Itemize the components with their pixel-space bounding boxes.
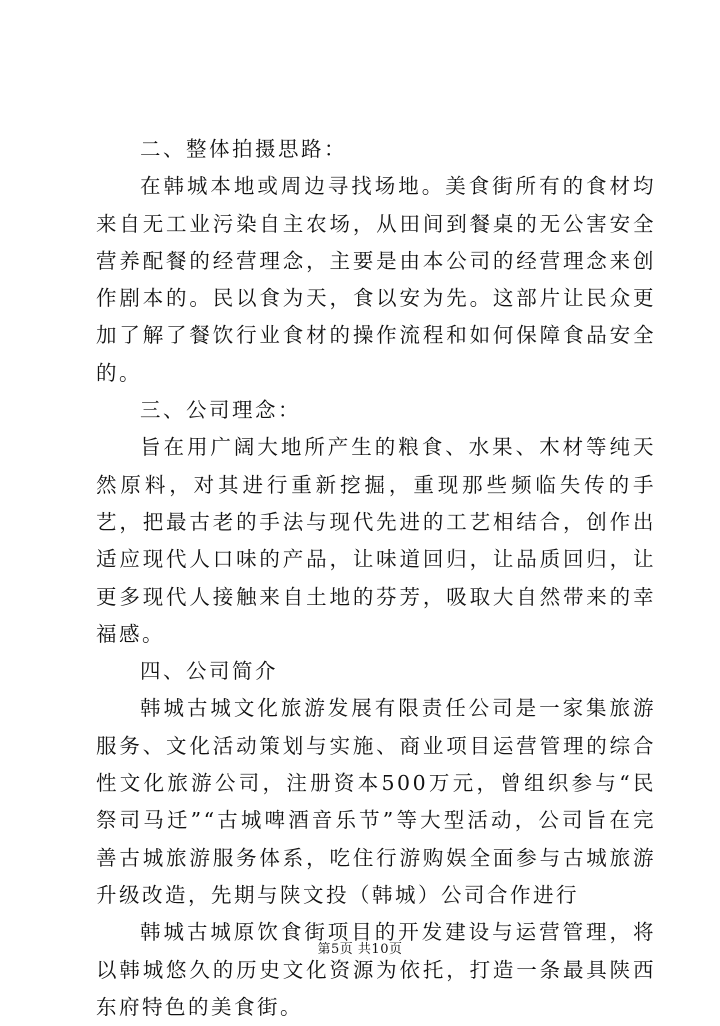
document-body bbox=[96, 131, 656, 1026]
paragraph-shooting-approach: 在韩城本地或周边寻找场地。美食街所有的食材均来自无工业污染自主农场，从田间到餐桌的无公害安全营养配餐的经营理念，主要是由本公司的经营理念来创作剧本的。民以食为天，食以安为先。这部片让民众更加了解了餐饮行业食材的操作流程和如何保障食品安全的。 bbox=[96, 174, 656, 385]
paragraph-food-street-project: 韩城古城原饮食街项目的开发建设与运营管理，将以韩城悠久的历史文化资源为依托，打造一条最具陕西东府特色的美食街。 bbox=[96, 920, 656, 1019]
section-heading-company-philosophy: 三、公司理念： bbox=[140, 398, 301, 423]
paragraph-company-profile: 韩城古城文化旅游发展有限责任公司是一家集旅游服务、文化活动策划与实施、商业项目运营管理的综合性文化旅游公司，注册资本500万元，曾组织参与“民祭司马迁”“古城啤酒音乐节”等大型活动，公司旨在完善古城旅游服务体系，吃住行游购娱全面参与古城旅游升级改造，先期与陕文投（韩城）公司合作进行 bbox=[96, 696, 656, 907]
section-heading-company-profile: 四、公司简介 bbox=[140, 659, 278, 684]
paragraph-company-philosophy: 旨在用广阔大地所产生的粮食、水果、木材等纯天然原料，对其进行重新挖掘，重现那些频临失传的手艺，把最古老的手法与现代先进的工艺相结合，创作出适应现代人口味的产品，让味道回归，让品质回归，让更多现代人接触来自土地的芬芳，吸取大自然带来的幸福感。 bbox=[96, 435, 656, 646]
page-number-footer: 第5页 共10页 bbox=[317, 942, 403, 957]
section-heading-shooting-approach: 二、整体拍摄思路： bbox=[140, 137, 347, 161]
